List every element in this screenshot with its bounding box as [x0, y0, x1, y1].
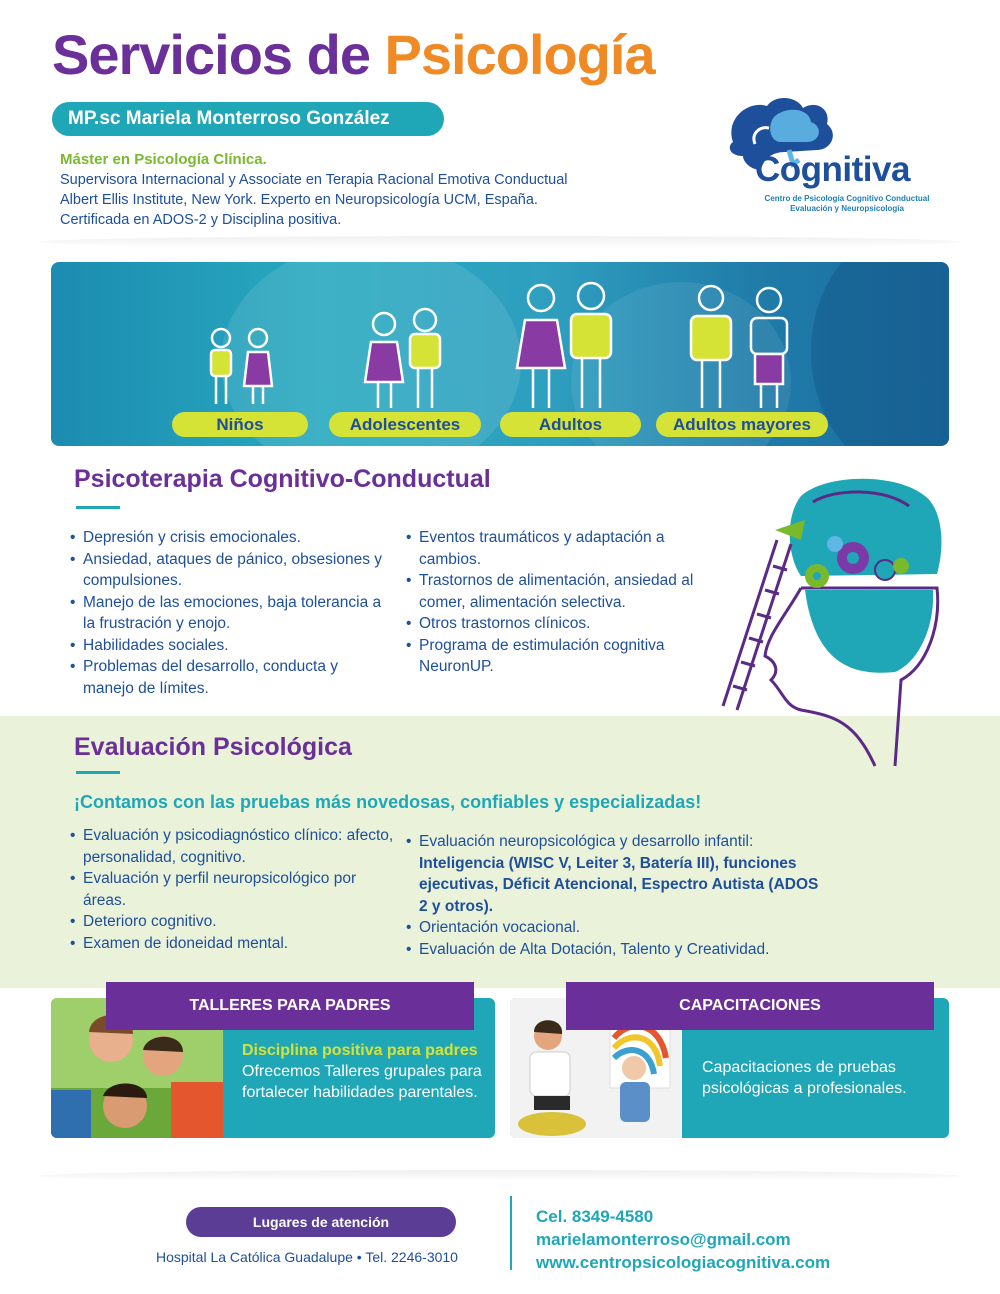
list-item: • Eventos traumáticos y adaptación a cambios.	[406, 527, 706, 570]
head-gears-icon	[705, 466, 975, 776]
degree: Máster en Psicología Clínica.	[60, 151, 267, 168]
age-group-adultos: Adultos	[500, 412, 641, 437]
trainings-description: Capacitaciones de pruebas psicológicas a profesionales.	[702, 1059, 907, 1097]
divider	[40, 236, 960, 248]
elderly-woman-icon	[751, 288, 787, 408]
list-item: • Orientación vocacional.	[406, 917, 826, 939]
list-item: • Trastornos de alimentación, ansiedad al comer, alimentación selectiva.	[406, 570, 706, 613]
workshops-text	[242, 1040, 492, 1103]
adult-woman-icon	[517, 285, 565, 408]
age-group-adultos-mayores: Adultos mayores	[656, 412, 828, 437]
title-part-1: Servicios de	[52, 23, 370, 86]
list-item: • Habilidades sociales.	[70, 635, 390, 657]
credential-line: Certificada en ADOS-2 y Disciplina positiva.	[60, 212, 342, 228]
adult-man-icon	[571, 283, 611, 408]
credentials	[60, 150, 640, 230]
age-group-ninos: Niños	[172, 412, 308, 437]
therapy-list-1	[70, 527, 390, 699]
phone[interactable]: Cel. 8349-4580	[536, 1207, 654, 1226]
evaluation-list-2	[406, 831, 826, 960]
psychologist-name: MP.sc Mariela Monterroso González	[52, 102, 444, 136]
list-item	[406, 831, 826, 917]
locations-label: Lugares de atención	[186, 1207, 456, 1237]
elderly-man-icon	[691, 286, 731, 408]
therapy-list-2	[406, 527, 706, 678]
logo-subtitle-line: Centro de Psicología Cognitivo Conductual	[764, 194, 930, 203]
workshops-tab: TALLERES PARA PADRES	[106, 982, 474, 1030]
list-item-bold: Inteligencia (WISC V, Leiter 3, Batería III), funciones ejecutivas, Déficit Atencional, Espectro Autista (ADOS 2 y otros).	[419, 854, 819, 915]
list-item: • Deterioro cognitivo.	[70, 911, 400, 933]
therapy-title: Psicoterapia Cognitivo-Conductual	[74, 465, 491, 493]
teen-boy-icon	[410, 309, 440, 408]
title-underline	[76, 506, 120, 509]
credential-line: Supervisora Internacional y Associate en Terapia Racional Emotiva Conductual	[60, 172, 568, 188]
list-item: • Depresión y crisis emocionales.	[70, 527, 390, 549]
list-item: • Examen de idoneidad mental.	[70, 933, 400, 955]
workshops-highlight: Disciplina positiva para padres	[242, 1042, 478, 1059]
list-item: • Programa de estimulación cognitiva NeuronUP.	[406, 635, 706, 678]
child-boy-icon	[211, 329, 231, 404]
contact-info	[536, 1205, 830, 1274]
email-link[interactable]: marielamonterroso@gmail.com	[536, 1230, 791, 1249]
trainings-tab: CAPACITACIONES	[566, 982, 934, 1030]
child-girl-icon	[244, 329, 272, 404]
list-item-text: Evaluación neuropsicológica y desarrollo infantil:	[419, 833, 754, 850]
teen-girl-icon	[365, 313, 403, 408]
footer-divider	[510, 1196, 512, 1270]
location-text: Hospital La Católica Guadalupe • Tel. 2246-3010	[156, 1249, 458, 1265]
evaluation-list-1	[70, 825, 400, 954]
page-title	[52, 22, 655, 87]
logo-subtitle-line: Evaluación y Neuropsicología	[790, 204, 904, 213]
list-item: • Manejo de las emociones, baja tolerancia a la frustración y enojo.	[70, 592, 390, 635]
divider	[40, 1170, 960, 1182]
list-item: • Ansiedad, ataques de pánico, obsesiones y compulsiones.	[70, 549, 390, 592]
evaluation-title: Evaluación Psicológica	[74, 733, 352, 761]
credential-line: Albert Ellis Institute, New York. Experto en Neuropsicología UCM, España.	[60, 192, 538, 208]
list-item: • Evaluación de Alta Dotación, Talento y Creatividad.	[406, 939, 826, 961]
workshops-description: Ofrecemos Talleres grupales para fortalecer habilidades parentales.	[242, 1063, 482, 1101]
list-item: • Problemas del desarrollo, conducta y manejo de límites.	[70, 656, 390, 699]
website-link[interactable]: www.centropsicologiacognitiva.com	[536, 1253, 831, 1272]
title-underline	[76, 771, 120, 774]
list-item: • Evaluación y perfil neuropsicológico por áreas.	[70, 868, 400, 911]
list-item: • Otros trastornos clínicos.	[406, 613, 706, 635]
age-group-adolescentes: Adolescentes	[329, 412, 481, 437]
evaluation-tagline: ¡Contamos con las pruebas más novedosas, confiables y especializadas!	[74, 792, 702, 812]
list-item: • Evaluación y psicodiagnóstico clínico: afecto, personalidad, cognitivo.	[70, 825, 400, 868]
logo-subtitle	[752, 194, 942, 214]
logo-name: Cognitiva	[755, 150, 910, 189]
title-part-2: Psicología	[384, 23, 655, 86]
